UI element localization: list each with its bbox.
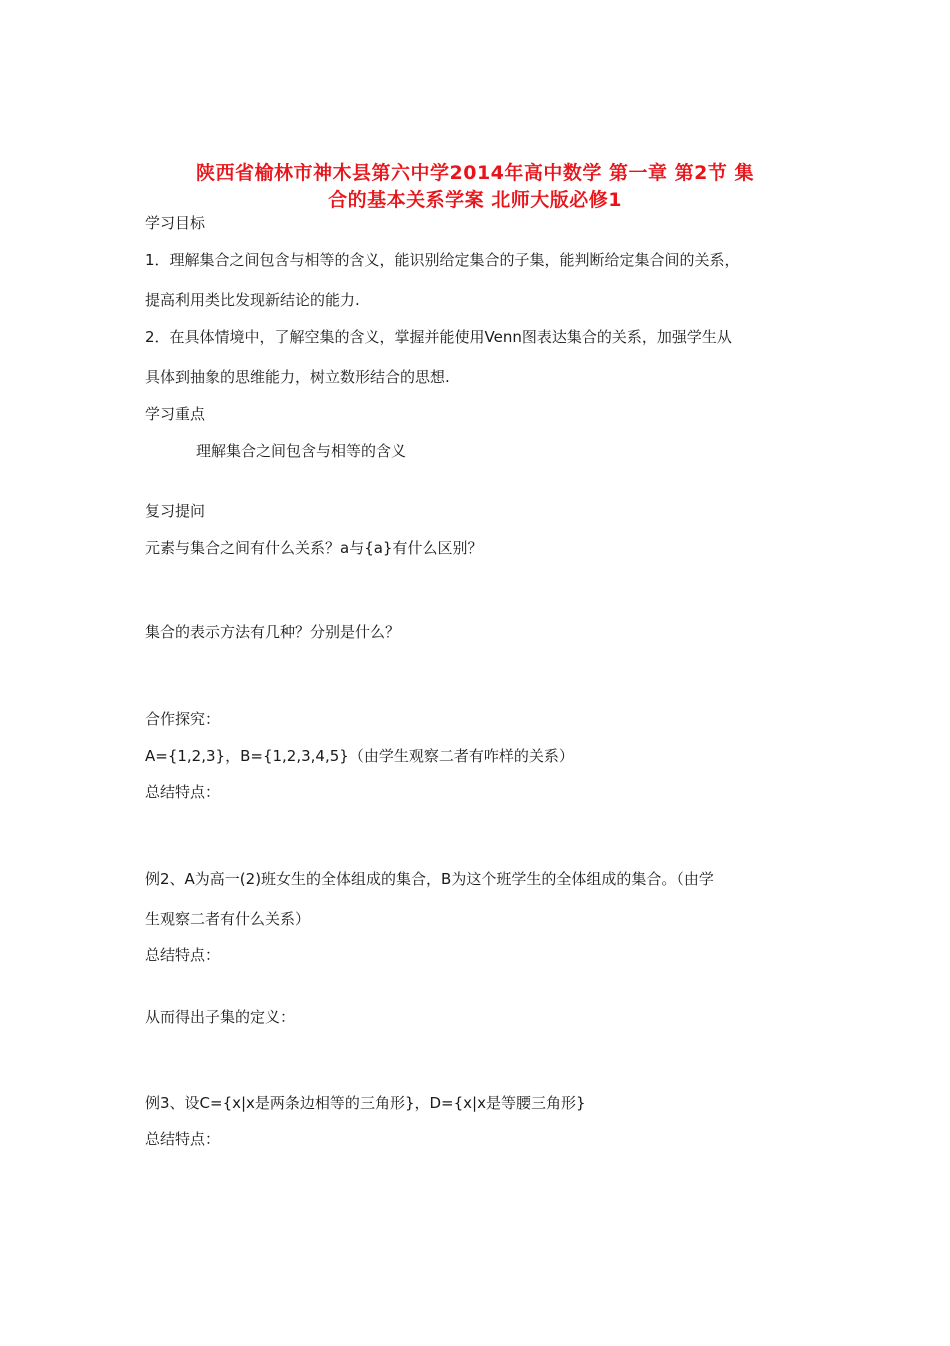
summary-1: 总结特点： [145, 783, 221, 801]
summary-3: 总结特点： [145, 1130, 221, 1148]
key-point-heading: 学习重点 [145, 405, 206, 423]
review-question-1: 元素与集合之间有什么关系？a与{a}有什么区别？ [145, 539, 483, 557]
review-heading: 复习提问 [145, 502, 206, 520]
example-3: 例3、设C={x|x是两条边相等的三角形}，D={x|x是等腰三角形} [145, 1094, 586, 1112]
example-1: A={1,2,3}，B={1,2,3,4,5}（由学生观察二者有咋样的关系） [145, 747, 574, 765]
example-2-line-1: 例2、A为高一(2)班女生的全体组成的集合，B为这个班学生的全体组成的集合。（由学 [145, 870, 714, 888]
subset-definition: 从而得出子集的定义： [145, 1008, 296, 1026]
objective-1-line-1: 1．理解集合之间包含与相等的含义，能识别给定集合的子集，能判断给定集合间的关系， [145, 251, 740, 269]
objective-2-line-2: 具体到抽象的思维能力，树立数形结合的思想. [145, 368, 450, 386]
explore-heading: 合作探究： [145, 710, 221, 728]
objective-1-line-2: 提高利用类比发现新结论的能力. [145, 291, 360, 309]
objective-2-line-1: 2．在具体情境中，了解空集的含义，掌握并能使用Venn图表达集合的关系，加强学生从 [145, 328, 732, 346]
document-title-line-2: 合的基本关系学案 北师大版必修1 [328, 189, 622, 211]
objectives-heading: 学习目标 [145, 214, 206, 232]
example-2-line-2: 生观察二者有什么关系） [145, 910, 311, 928]
key-point-text: 理解集合之间包含与相等的含义 [196, 442, 407, 460]
document-title-line-1: 陕西省榆林市神木县第六中学2014年高中数学 第一章 第2节 集 [196, 162, 754, 184]
summary-2: 总结特点： [145, 946, 221, 964]
review-question-2: 集合的表示方法有几种？分别是什么？ [145, 623, 401, 641]
